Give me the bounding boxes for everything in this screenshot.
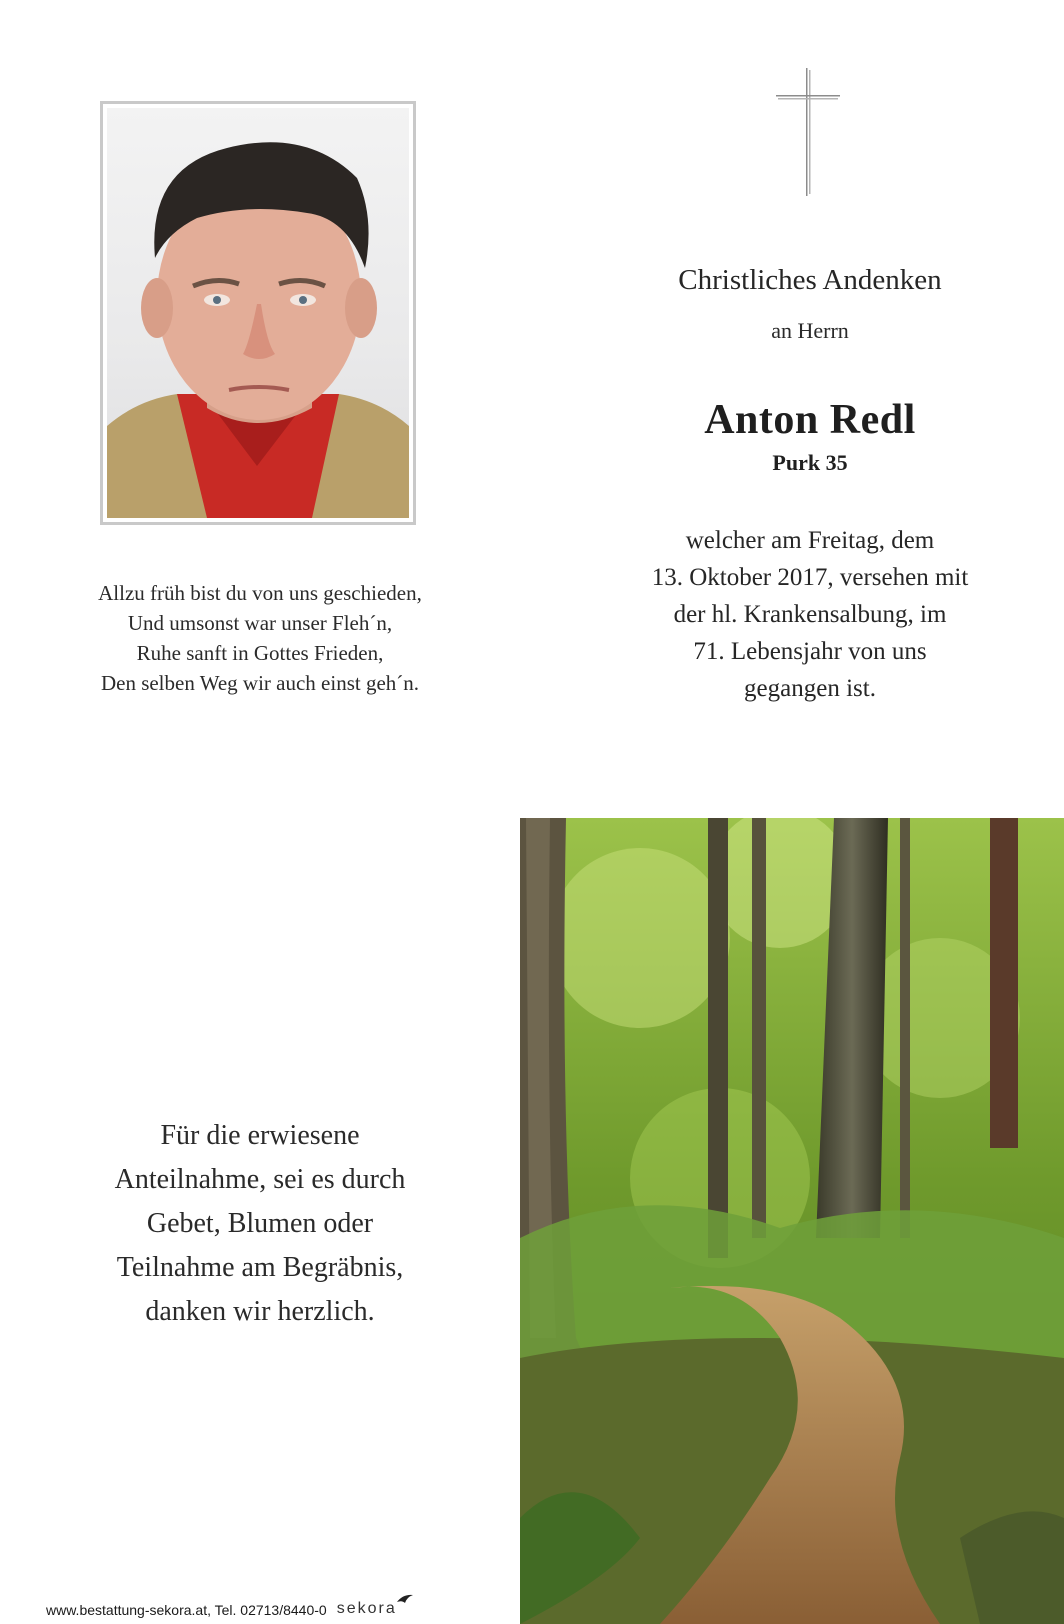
front-left-panel [0, 0, 540, 810]
portrait-photo [107, 108, 409, 518]
bird-icon [397, 1594, 413, 1604]
footer [46, 1600, 397, 1618]
cross-icon [776, 68, 840, 196]
death-notice-line: gegangen ist. [744, 675, 876, 702]
thanks-line: Anteilnahme, sei es durch [114, 1164, 406, 1195]
thanks-line: danken wir herzlich. [145, 1296, 375, 1327]
death-notice-line: der hl. Krankensalbung, im [673, 601, 947, 628]
footer-contact: www.bestattung-sekora.at, Tel. 02713/8440-0 [46, 1602, 327, 1618]
deceased-address: Purk 35 [772, 450, 848, 475]
footer-brand [337, 1600, 397, 1618]
death-notice-line: welcher am Freitag, dem [685, 527, 935, 554]
death-notice-line: 13. Oktober 2017, versehen mit [651, 564, 969, 591]
poem-line: Allzu früh bist du von uns geschieden, [98, 581, 422, 605]
death-notice [580, 522, 1040, 707]
portrait-frame [100, 101, 416, 525]
brand-name: sekora [336, 1600, 397, 1617]
memorial-subtitle: an Herrn [771, 318, 849, 343]
poem-line: Und umsonst war unser Fleh´n, [127, 611, 393, 635]
front-right-panel [540, 0, 1064, 810]
thanks-message [40, 1114, 480, 1334]
poem-line: Den selben Weg wir auch einst geh´n. [100, 671, 420, 695]
poem [40, 578, 480, 698]
thanks-line: Gebet, Blumen oder [146, 1208, 374, 1239]
thanks-line: Teilnahme am Begräbnis, [116, 1252, 404, 1283]
thanks-line: Für die erwiesene [160, 1120, 360, 1151]
forest-image [520, 818, 1064, 1624]
poem-line: Ruhe sanft in Gottes Frieden, [136, 641, 384, 665]
deceased-name: Anton Redl [704, 397, 916, 443]
memorial-title: Christliches Andenken [678, 264, 942, 296]
death-notice-line: 71. Lebensjahr von uns [693, 638, 927, 665]
